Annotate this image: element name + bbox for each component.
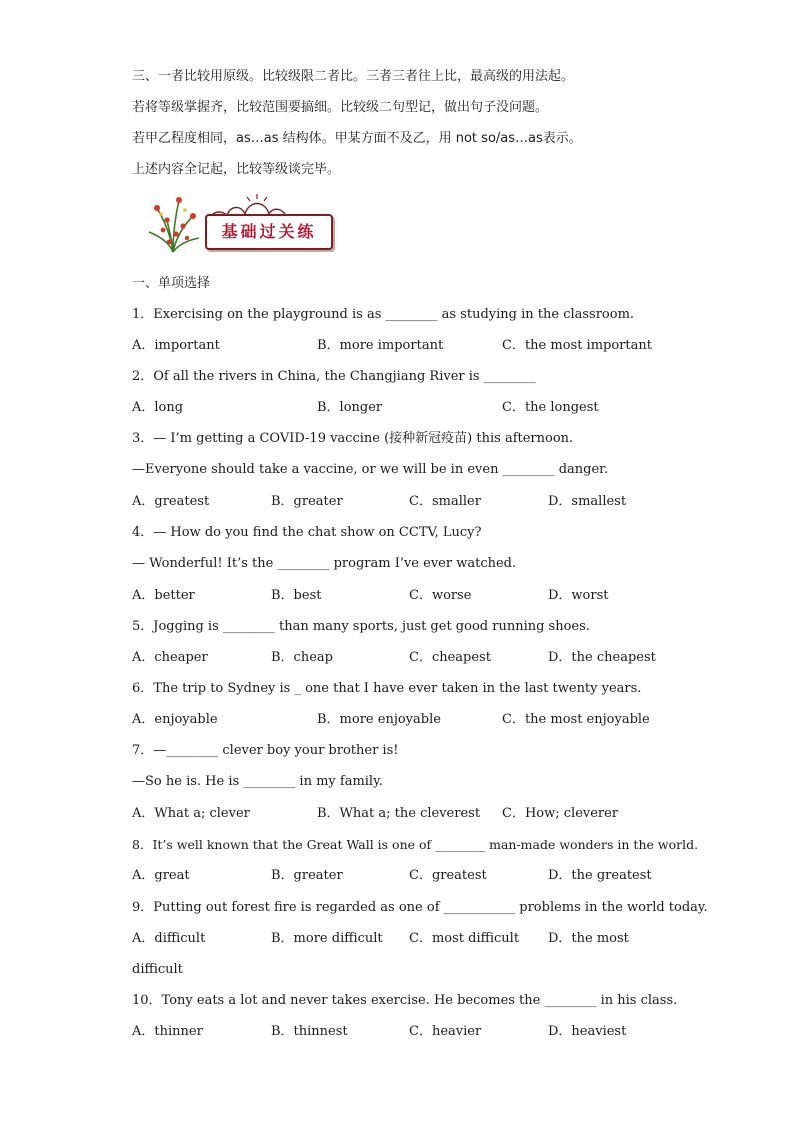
question-10-option-b[interactable]: B．thinnest	[271, 1024, 348, 1039]
intro-line-1: 三、一者比较用原级。比较级限二者比。三者三者往上比，最高级的用法起。	[132, 69, 575, 84]
question-5-option-c[interactable]: C．cheapest	[409, 650, 491, 665]
question-1-option-b[interactable]: B．more important	[317, 338, 444, 353]
question-7-option-a[interactable]: A．What a; clever	[132, 806, 250, 821]
question-7-option-b[interactable]: B．What a; the cleverest	[317, 806, 481, 821]
question-3-option-b[interactable]: B．greater	[271, 494, 343, 509]
question-8-option-c[interactable]: C．greatest	[409, 868, 487, 883]
question-9-option-c[interactable]: C．most difficult	[409, 931, 520, 946]
question-8-option-b[interactable]: B．greater	[271, 868, 343, 883]
question-3-stem: 3．— I’m getting a COVID-19 vaccine (接种新冠疫苗) this afternoon.	[132, 431, 574, 446]
question-2-option-b[interactable]: B．longer	[317, 400, 383, 415]
question-10-stem: 10．Tony eats a lot and never takes exercise. He becomes the ________ in his class.	[132, 993, 678, 1008]
intro-line-3: 若甲乙程度相同，as…as 结构体。甲某方面不及乙，用 not so/as…as表示。	[132, 131, 582, 146]
question-2-option-a[interactable]: A．long	[132, 400, 184, 415]
question-10-option-c[interactable]: C．heavier	[409, 1024, 482, 1039]
intro-line-4: 上述内容全记起，比较等级谈完毕。	[132, 162, 341, 177]
question-1-stem: 1．Exercising on the playground is as ________ as studying in the classroom.	[132, 307, 635, 322]
question-9-option-b[interactable]: B．more difficult	[271, 931, 383, 946]
question-7-option-c[interactable]: C．How; cleverer	[502, 806, 619, 821]
question-3-option-c[interactable]: C．smaller	[409, 494, 481, 509]
question-5-option-a[interactable]: A．cheaper	[132, 650, 208, 665]
flower-plant-icon	[143, 188, 203, 254]
question-8-stem: 8．It’s well known that the Great Wall is one of ________ man-made wonders in the world.	[132, 837, 699, 852]
question-6-stem: 6．The trip to Sydney is _ one that I have ever taken in the last twenty years.	[132, 681, 642, 696]
question-4-stem-2: — Wonderful! It’s the ________ program I’ve ever watched.	[132, 556, 517, 571]
question-6-option-c[interactable]: C．the most enjoyable	[502, 712, 650, 727]
question-1-option-c[interactable]: C．the most important	[502, 338, 652, 353]
question-4-stem: 4．— How do you find the chat show on CCTV, Lucy?	[132, 525, 482, 540]
intro-line-2: 若将等级掌握齐，比较范围要搞细。比较级二句型记，做出句子没问题。	[132, 100, 549, 115]
question-5-option-b[interactable]: B．cheap	[271, 650, 333, 665]
question-3-option-d[interactable]: D．smallest	[548, 494, 627, 509]
banner-title: 基础过关练	[221, 222, 317, 241]
question-1-option-a[interactable]: A．important	[132, 338, 220, 353]
question-10-option-d[interactable]: D．heaviest	[548, 1024, 627, 1039]
question-9-stem: 9．Putting out forest fire is regarded as one of ___________ problems in the world today.	[132, 900, 708, 915]
question-10-option-a[interactable]: A．thinner	[132, 1024, 203, 1039]
question-7-stem: 7．—________ clever boy your brother is!	[132, 743, 399, 758]
question-9-option-a[interactable]: A．difficult	[132, 931, 206, 946]
question-9-option-d[interactable]: D．the most	[548, 931, 629, 946]
question-9-option-d-wrap: difficult	[132, 962, 183, 977]
question-2-stem: 2．Of all the rivers in China, the Changjiang River is ________	[132, 369, 536, 384]
question-4-option-d[interactable]: D．worst	[548, 588, 609, 603]
question-7-stem-2: —So he is. He is ________ in my family.	[132, 774, 383, 789]
question-3-option-a[interactable]: A．greatest	[132, 494, 210, 509]
question-6-option-b[interactable]: B．more enjoyable	[317, 712, 441, 727]
question-5-option-d[interactable]: D．the cheapest	[548, 650, 656, 665]
question-8-option-d[interactable]: D．the greatest	[548, 868, 652, 883]
section-banner	[143, 188, 333, 254]
question-4-option-a[interactable]: A．better	[132, 588, 195, 603]
question-2-option-c[interactable]: C．the longest	[502, 400, 599, 415]
question-4-option-b[interactable]: B．best	[271, 588, 322, 603]
question-8-option-a[interactable]: A．great	[132, 868, 190, 883]
question-5-stem: 5．Jogging is ________ than many sports, just get good running shoes.	[132, 619, 590, 634]
banner-title-box	[205, 214, 333, 250]
question-3-stem-2: —Everyone should take a vaccine, or we will be in even ________ danger.	[132, 462, 609, 477]
question-6-option-a[interactable]: A．enjoyable	[132, 712, 218, 727]
question-4-option-c[interactable]: C．worse	[409, 588, 472, 603]
section-heading: 一、单项选择	[132, 276, 211, 291]
